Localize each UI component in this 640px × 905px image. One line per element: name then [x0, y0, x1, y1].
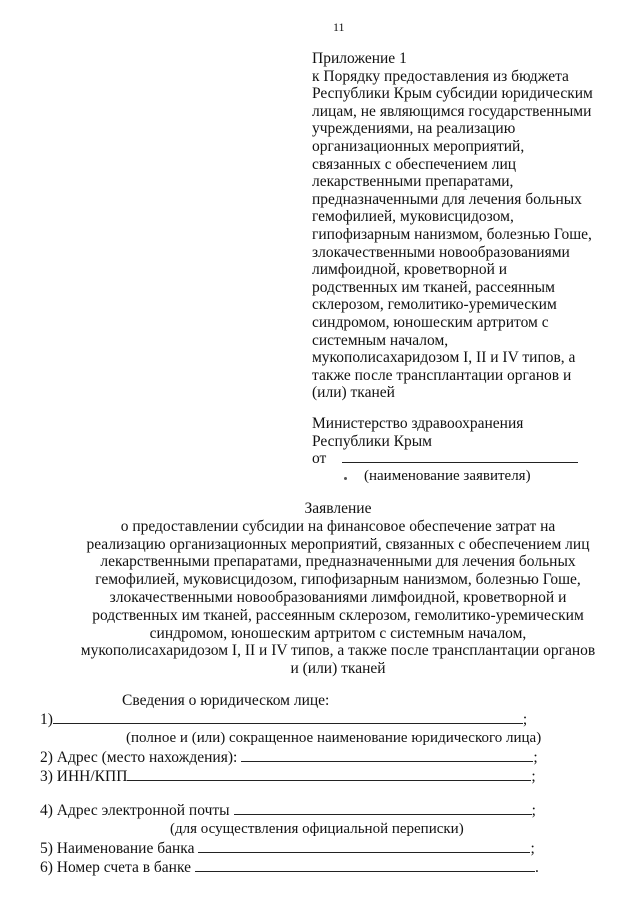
applicant-caption: (наименование заявителя) [364, 467, 531, 484]
inn-kpp-input[interactable] [127, 769, 531, 781]
field-6-period: . [535, 859, 539, 876]
appendix-line: системным началом, [312, 331, 449, 349]
from-label: от [312, 450, 327, 468]
field-1-caption: (полное и (или) сокращенное наименование юридического лица) [126, 730, 542, 746]
scan-dot [344, 477, 347, 480]
field-5-semicolon: ; [530, 840, 535, 857]
appendix-line: также после трансплантации органов и [312, 366, 572, 384]
field-3-row [40, 768, 536, 786]
field-1-semicolon: ; [522, 711, 528, 728]
appendix-line: предназначенными для лечения больных [312, 190, 582, 208]
appendix-line: родственных им тканей, рассеянным [312, 278, 555, 296]
statement-block [40, 500, 636, 678]
field-6-label: 6) Номер счета в банке [40, 859, 191, 876]
statement-line: мукополисахаридозом I, II и IV типов, а также после трансплантации органов [80, 642, 596, 660]
appendix-line: Приложение 1 [312, 50, 407, 67]
appendix-line: учреждениями, на реализацию [312, 120, 516, 138]
from-line [312, 450, 578, 468]
appendix-line: лимфоидной, кроветворной и [312, 261, 508, 279]
statement-line: реализацию организационных мероприятий, связанных с обеспечением лиц [86, 535, 590, 553]
appendix-line: лицам, не являющимся государственными [312, 102, 592, 120]
recipient-block [312, 415, 578, 485]
appendix-line: синдромом, юношеским артритом с [312, 313, 549, 331]
statement-line: гемофилией, муковисцидозом, гипофизарным нанизмом, болезнью Гоше, [95, 571, 581, 589]
email-input[interactable] [234, 803, 532, 815]
field-6-row [40, 859, 539, 877]
account-number-input[interactable] [195, 860, 535, 872]
appendix-line: лекарственными препаратами, [312, 173, 514, 191]
recipient-line-1: Министерство здравоохранения [312, 415, 524, 432]
field-4-label: 4) Адрес электронной почты [40, 802, 230, 819]
recipient-line-2: Республики Крым [312, 432, 432, 450]
appendix-line: (или) тканей [312, 384, 395, 402]
appendix-line: мукополисахаридозом I, II и IV типов, а [312, 349, 576, 367]
bank-name-input[interactable] [198, 841, 530, 853]
appendix-block [312, 50, 593, 402]
field-1-input[interactable] [53, 712, 523, 724]
appendix-line: злокачественными новообразованиями [312, 243, 570, 261]
appendix-line: гемофилией, муковисцидозом, [312, 208, 514, 226]
statement-title: Заявление [304, 500, 372, 517]
appendix-line: к Порядку предоставления из бюджета [312, 67, 569, 85]
field-4-caption: (для осуществления официальной переписки) [170, 821, 464, 837]
statement-line: родственных им тканей, рассеянным склерозом, гемолитико-уремическим [92, 606, 584, 624]
field-3-label: 3) ИНН/КПП [40, 768, 128, 785]
field-2-row [40, 749, 538, 767]
statement-line: о предоставлении субсидии на финансовое обеспечение затрат на [120, 517, 556, 535]
appendix-line: связанных с обеспечением лиц [312, 155, 517, 173]
statement-line: лекарственными препаратами, предназначенными для лечения больных [100, 553, 576, 571]
applicant-field[interactable] [342, 451, 578, 463]
page-number: 11 [333, 20, 345, 34]
appendix-line: организационных мероприятий, [312, 137, 525, 155]
statement-line: синдромом, юношеским артритом с системным началом, [149, 624, 527, 642]
field-1-row [40, 711, 527, 729]
field-4-row [40, 802, 536, 820]
field-1-label: 1) [40, 711, 53, 728]
field-2-semicolon: ; [533, 749, 538, 766]
field-5-label: 5) Наименование банка [40, 840, 195, 857]
field-3-semicolon: ; [531, 768, 536, 785]
statement-line: злокачественными новообразованиями лимфоидной, кроветворной и [109, 588, 567, 606]
statement-body [40, 518, 636, 678]
address-input[interactable] [241, 750, 533, 762]
field-4-semicolon: ; [531, 802, 536, 819]
statement-line: и (или) тканей [290, 660, 386, 678]
appendix-line: Республики Крым субсидии юридическим [312, 85, 593, 103]
appendix-line: склерозом, гемолитико-уремическим [312, 296, 557, 314]
form-heading: Сведения о юридическом лице: [122, 692, 330, 709]
field-2-label: 2) Адрес (место нахождения): [40, 749, 238, 766]
field-5-row [40, 840, 535, 858]
appendix-line: гипофизарным нанизмом, болезнью Гоше, [312, 225, 592, 243]
